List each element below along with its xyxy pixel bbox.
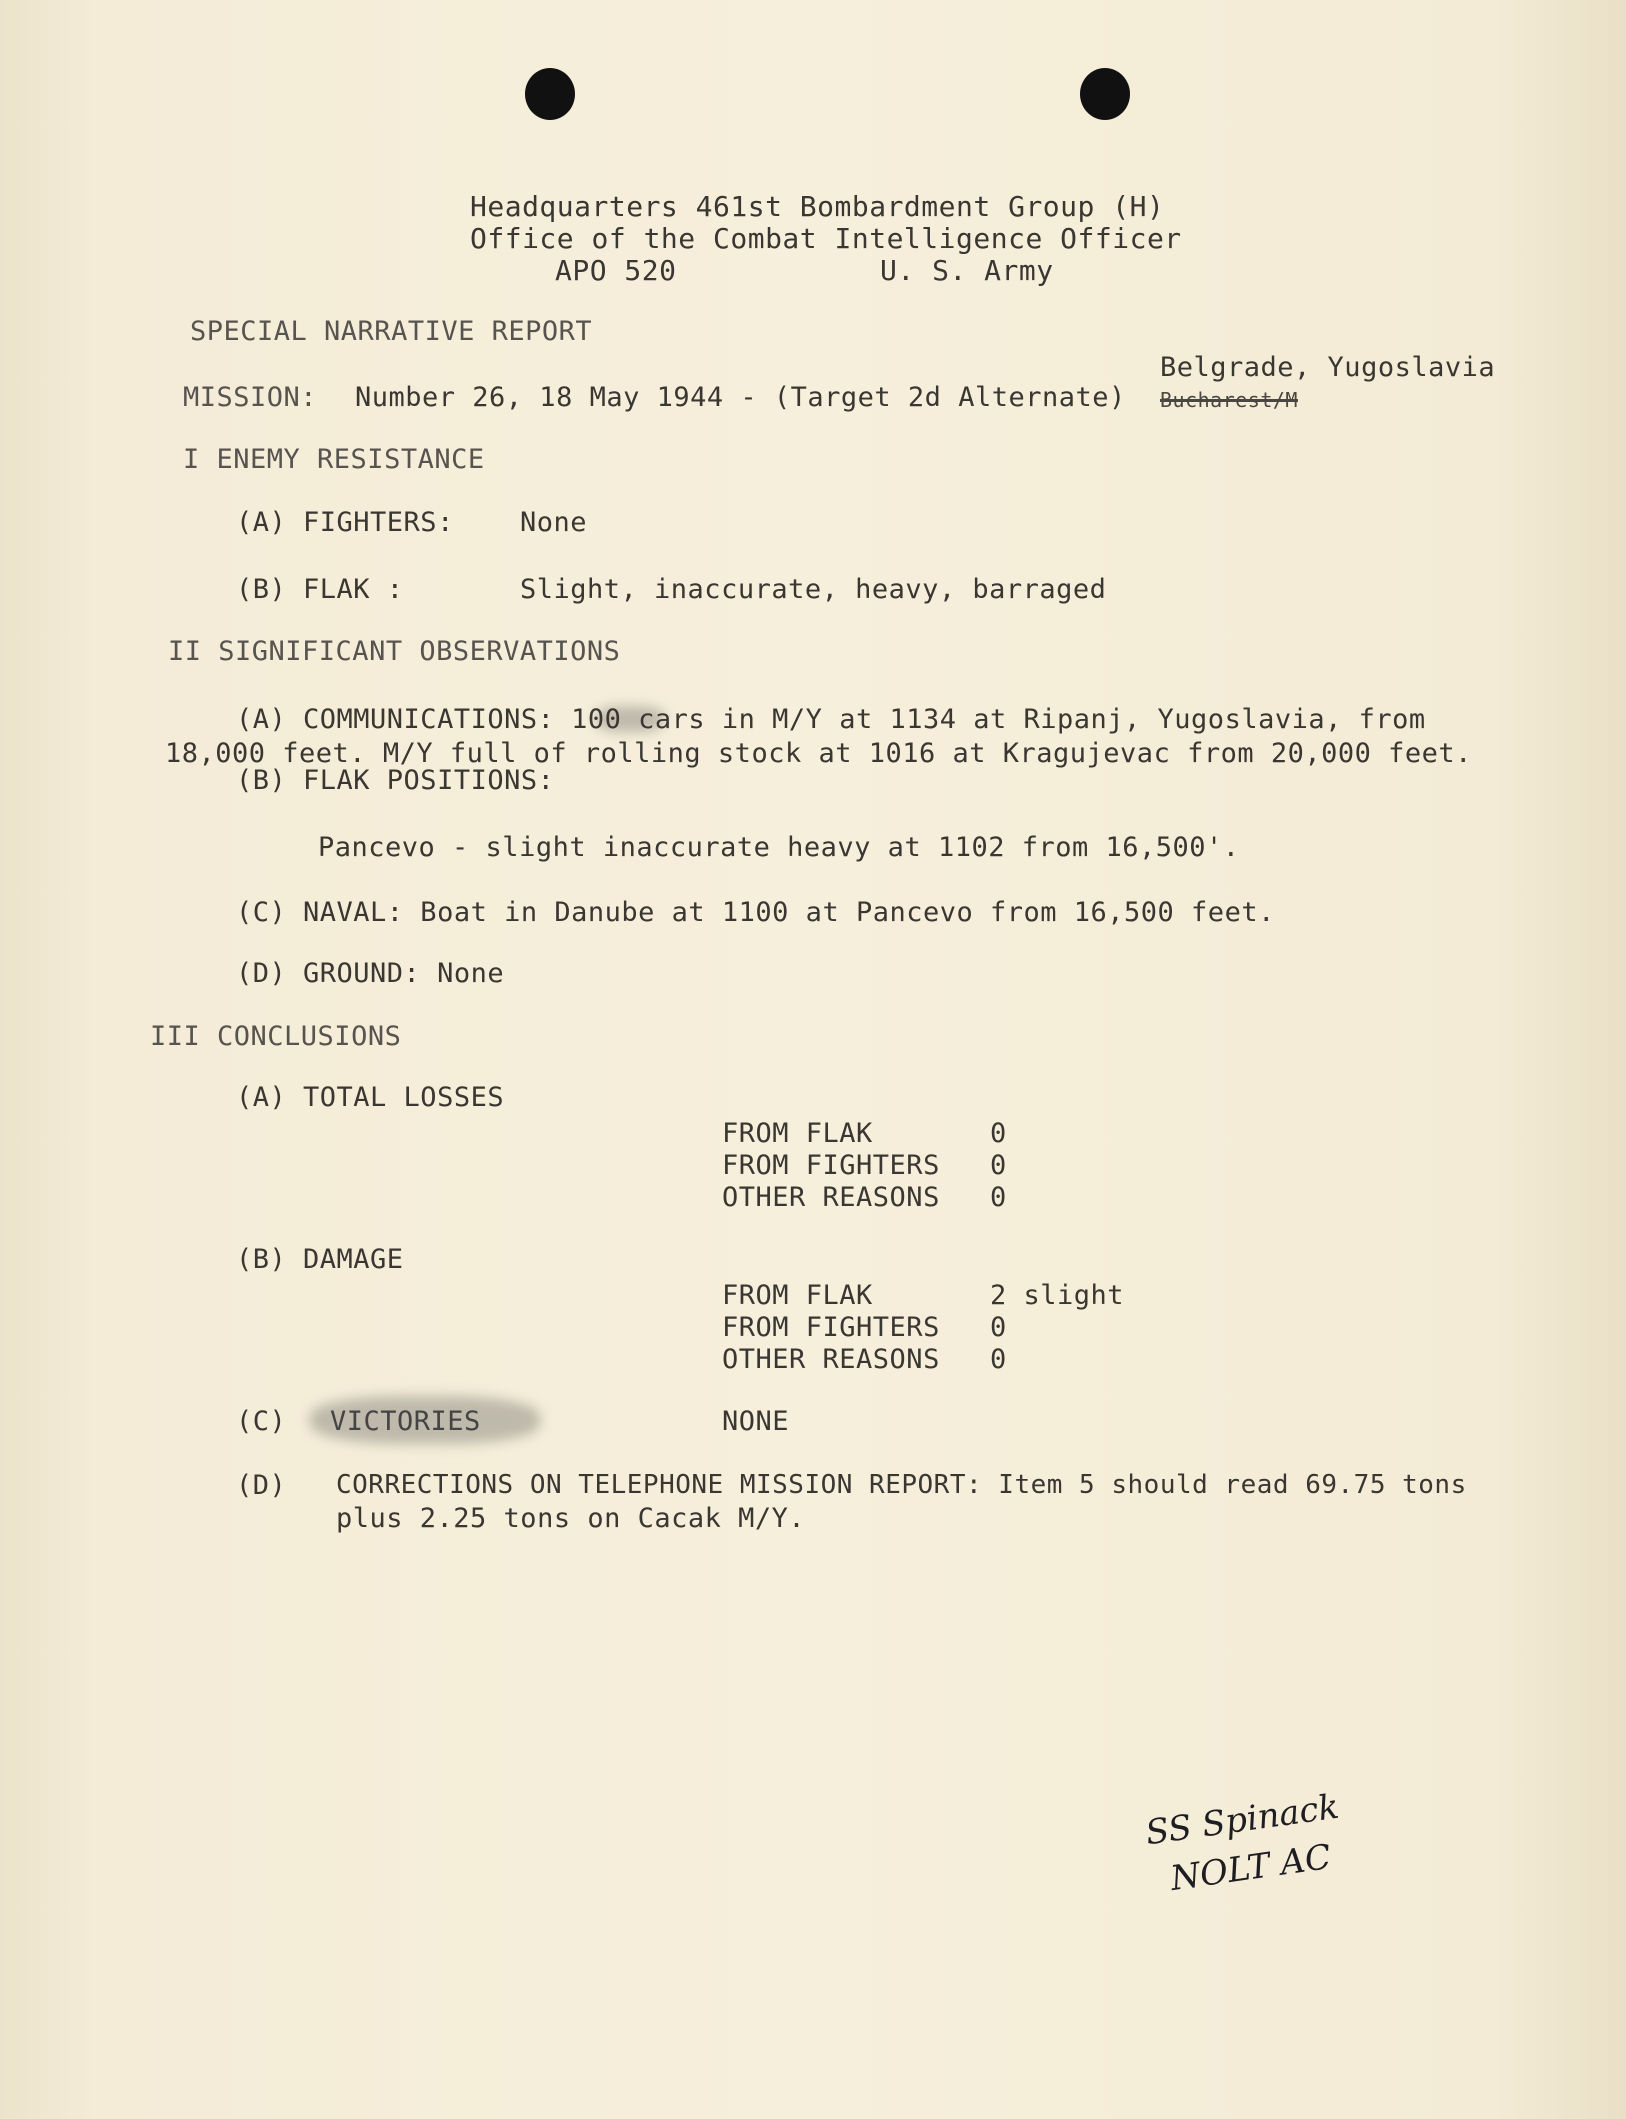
mission-label: MISSION: [183, 382, 318, 413]
punch-hole-right [1080, 68, 1130, 120]
flak-positions-value: Pancevo - slight inaccurate heavy at 1102 from 16,500'. [318, 832, 1240, 863]
header-army: U. S. Army [880, 254, 1054, 287]
naval-line: (C) NAVAL: Boat in Danube at 1100 at Pancevo from 16,500 feet. [236, 897, 1275, 928]
section-2-heading: II SIGNIFICANT OBSERVATIONS [168, 636, 621, 667]
damage-other-value: 0 [990, 1344, 1007, 1375]
punch-hole-left [525, 68, 575, 120]
victories-label: VICTORIES [330, 1406, 481, 1437]
losses-flak-value: 0 [990, 1118, 1007, 1149]
communications-line-1: (A) COMMUNICATIONS: 100 cars in M/Y at 1134 at Ripanj, Yugoslavia, from [236, 704, 1426, 735]
damage-label: (B) DAMAGE [236, 1244, 404, 1275]
flak-positions-label: (B) FLAK POSITIONS: [236, 765, 555, 796]
fighters-label: (A) FIGHTERS: [236, 507, 454, 538]
handwritten-signature-line-2: NOLT AC [1168, 1836, 1334, 1900]
victories-item-label: (C) [236, 1406, 287, 1437]
damage-fighters-value: 0 [990, 1312, 1007, 1343]
damage-flak-value: 2 slight [990, 1280, 1125, 1311]
losses-fighters-label: FROM FIGHTERS [722, 1150, 940, 1181]
corrections-item-label: (D) [236, 1470, 287, 1501]
mission-target-struck: Bucharest/M [1160, 388, 1298, 412]
corrections-line-2: plus 2.25 tons on Cacak M/Y. [336, 1503, 806, 1534]
damage-other-label: OTHER REASONS [722, 1344, 940, 1375]
mission-text: Number 26, 18 May 1944 - (Target 2d Alternate) [355, 382, 1126, 413]
report-title: SPECIAL NARRATIVE REPORT [190, 316, 593, 347]
losses-flak-label: FROM FLAK [722, 1118, 873, 1149]
header-line-2: Office of the Combat Intelligence Officer [470, 222, 1182, 255]
ground-line: (D) GROUND: None [236, 958, 505, 989]
header-line-1: Headquarters 461st Bombardment Group (H) [470, 190, 1165, 223]
fighters-value: None [520, 507, 588, 538]
flak-label: (B) FLAK : [236, 574, 404, 605]
losses-other-label: OTHER REASONS [722, 1182, 940, 1213]
corrections-line-1: CORRECTIONS ON TELEPHONE MISSION REPORT: Item 5 should read 69.75 tons [336, 1470, 1467, 1500]
flak-value: Slight, inaccurate, heavy, barraged [520, 574, 1107, 605]
communications-line-2: 18,000 feet. M/Y full of rolling stock at 1016 at Kragujevac from 20,000 feet. [165, 738, 1472, 769]
victories-value: NONE [722, 1406, 790, 1437]
handwritten-signature-line-1: SS Spinack [1143, 1786, 1342, 1854]
losses-fighters-value: 0 [990, 1150, 1007, 1181]
section-3-heading: III CONCLUSIONS [150, 1021, 402, 1052]
losses-other-value: 0 [990, 1182, 1007, 1213]
section-1-heading: I ENEMY RESISTANCE [183, 444, 485, 475]
total-losses-label: (A) TOTAL LOSSES [236, 1082, 505, 1113]
header-apo: APO 520 [555, 254, 677, 287]
damage-flak-label: FROM FLAK [722, 1280, 873, 1311]
damage-fighters-label: FROM FIGHTERS [722, 1312, 940, 1343]
mission-target-inserted: Belgrade, Yugoslavia [1160, 352, 1496, 383]
